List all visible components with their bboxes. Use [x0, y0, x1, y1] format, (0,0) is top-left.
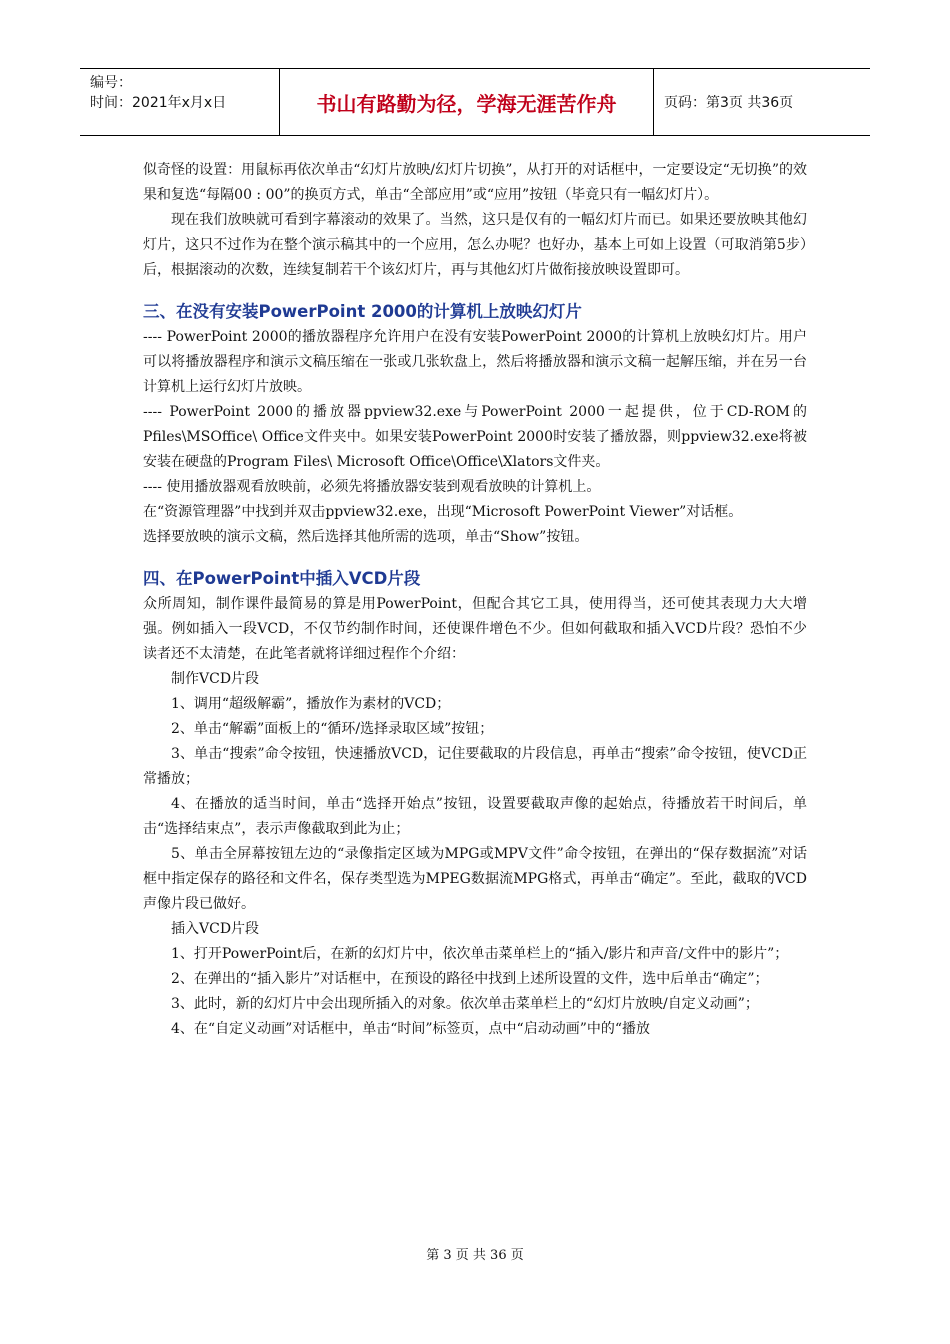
list-item: 2、在弹出的“插入影片”对话框中，在预设的路径中找到上述所设置的文件，选中后单击“确定”；	[171, 971, 769, 987]
list-item: 4、在播放的适当时间，单击“选择开始点”按钮，设置要截取声像的起始点，待播放若干时间后，单击“选择结束点”，表示声像截取到此为止；	[143, 796, 807, 837]
date-label: 时间：2021年x月x日	[90, 95, 227, 111]
header-motto: 书山有路勤为径，学海无涯苦作舟	[280, 69, 654, 135]
list-item: 4、在“自定义动画”对话框中，单击“时间”标签页，点中“启动动画”中的“播放	[171, 1021, 651, 1037]
paragraph: 众所周知，制作课件最简易的算是用PowerPoint，但配合其它工具，使用得当，还可使其表现力大大增强。例如插入一段VCD，不仅节约制作时间，还使课件增色不少。但如何截取和插入VCD片段？恐怕不少读者还不太清楚，在此笔者就将详细过程作个介绍：	[143, 596, 807, 662]
section-heading-3: 三、在没有安装PowerPoint 2000的计算机上放映幻灯片	[143, 302, 582, 321]
header-meta	[80, 69, 280, 135]
section-heading-4: 四、在PowerPoint中插入VCD片段	[143, 569, 421, 588]
page-footer: 第 3 页 共 36 页	[426, 1248, 524, 1263]
number-label: 编号：	[90, 75, 132, 91]
document-body	[143, 158, 807, 1042]
paragraph: 选择要放映的演示文稿，然后选择其他所需的选项，单击“Show”按钮。	[143, 529, 589, 545]
paragraph: ---- PowerPoint 2000的播放器ppview32.exe与PowerPoint 2000一起提供，位于CD-ROM的Pfiles\MSOffice\ Office文件夹中。如果安装PowerPoint 2000时安装了播放器，则ppview32.exe将被安装在硬盘的Program Files\ Microsoft Office\Office\Xlators文件夹。	[143, 404, 807, 470]
paragraph: 在“资源管理器”中找到并双击ppview32.exe，出现“Microsoft PowerPoint Viewer”对话框。	[143, 504, 743, 520]
list-item: 2、单击“解霸”面板上的“循环/选择录取区域”按钮；	[171, 721, 494, 737]
list-item: 3、单击“搜索”命令按钮，快速播放VCD，记住要截取的片段信息，再单击“搜索”命令按钮，使VCD正常播放；	[143, 746, 807, 787]
subheading: 制作VCD片段	[171, 671, 260, 687]
paragraph: 似奇怪的设置：用鼠标再依次单击“幻灯片放映/幻灯片切换”，从打开的对话框中，一定要设定“无切换”的效果和复选“每隔00 : 00”的换页方式，单击“全部应用”或“应用”按钮（毕竟只有一幅幻灯片）。	[143, 162, 807, 203]
paragraph: ---- PowerPoint 2000的播放器程序允许用户在没有安装PowerPoint 2000的计算机上放映幻灯片。用户可以将播放器程序和演示文稿压缩在一张或几张软盘上，然后将播放器和演示文稿一起解压缩，并在另一台计算机上运行幻灯片放映。	[143, 329, 807, 395]
subheading: 插入VCD片段	[171, 921, 260, 937]
list-item: 3、此时，新的幻灯片中会出现所插入的对象。依次单击菜单栏上的“幻灯片放映/自定义动画”；	[171, 996, 759, 1012]
list-item: 5、单击全屏幕按钮左边的“录像指定区域为MPG或MPV文件”命令按钮，在弹出的“保存数据流”对话框中指定保存的路径和文件名，保存类型选为MPEG数据流MPG格式，再单击“确定”。至此，截取的VCD声像片段已做好。	[143, 846, 807, 912]
paragraph: ---- 使用播放器观看放映前，必须先将播放器安装到观看放映的计算机上。	[143, 479, 601, 495]
paragraph: 现在我们放映就可看到字幕滚动的效果了。当然，这只是仅有的一幅幻灯片而已。如果还要放映其他幻灯片，这只不过作为在整个演示稿其中的一个应用，怎么办呢？也好办，基本上可如上设置（可取消第5步）后，根据滚动的次数，连续复制若干个该幻灯片，再与其他幻灯片做衔接放映设置即可。	[143, 212, 807, 278]
list-item: 1、调用“超级解霸”，播放作为素材的VCD；	[171, 696, 451, 712]
header-table	[80, 68, 870, 136]
list-item: 1、打开PowerPoint后，在新的幻灯片中，依次单击菜单栏上的“插入/影片和声音/文件中的影片”；	[171, 946, 789, 962]
header-page-info: 页码：第3页 共36页	[664, 95, 794, 111]
